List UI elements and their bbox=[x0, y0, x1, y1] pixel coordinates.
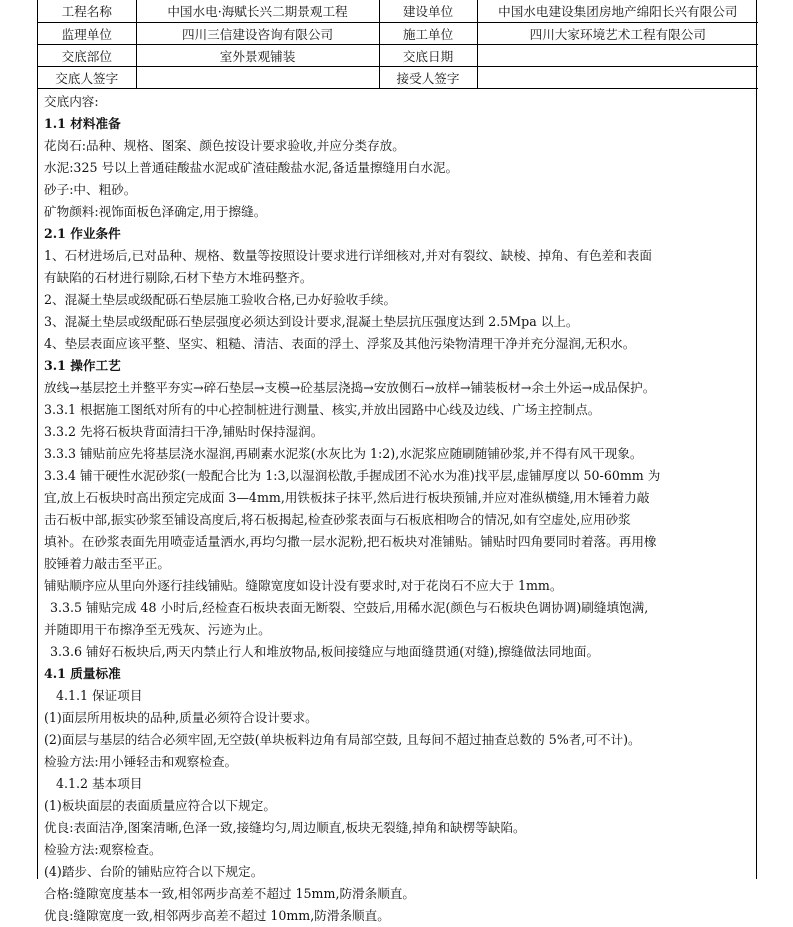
label-supervisor: 监理单位 bbox=[38, 22, 136, 44]
content-line: 1.1 材料准备 bbox=[44, 115, 121, 131]
content-line: 3.3.6 铺好石板块后,两天内禁止行人和堆放物品,板间接缝应与地面缝贯通(对缝),擦缝做法同地面。 bbox=[50, 643, 600, 659]
document-sheet bbox=[37, 0, 757, 923]
content-line: 3、混凝土垫层或级配砾石垫层强度必须达到设计要求,混凝土垫层抗压强度达到 2.5Mpa 以上。 bbox=[44, 313, 579, 329]
content-line: 3.3.4 铺干硬性水泥砂浆(一般配合比为 1:3,以湿润松散,手握成团不沁水为准)找平层,虚铺厚度以 50-60mm 为 bbox=[44, 467, 661, 483]
label-disclosure-date: 交底日期 bbox=[379, 44, 477, 66]
content-line: 花岗石:品种、规格、图案、颜色按设计要求验收,并应分类存放。 bbox=[44, 137, 405, 153]
value-receiver-signature bbox=[477, 66, 758, 88]
content-line: 3.3.5 铺贴完成 48 小时后,经检查石板块表面无断裂、空鼓后,用稀水泥(颜色与石板块色调协调)刷缝填饱满, bbox=[50, 599, 649, 615]
label-discloser-signature: 交底人签字 bbox=[38, 66, 136, 88]
content-line: 检验方法:用小锤轻击和观察检查。 bbox=[44, 753, 238, 769]
content-line: 矿物颜料:视饰面板色泽确定,用于擦缝。 bbox=[44, 203, 267, 219]
content-line: 并随即用干布擦净至无残灰、污迹为止。 bbox=[44, 621, 271, 637]
content-line: 1、石材进场后,已对品种、规格、数量等按照设计要求进行详细核对,并对有裂纹、缺棱、掉角、有色差和表面 bbox=[44, 247, 652, 263]
value-project-name: 中国水电·海赋长兴二期景观工程 bbox=[136, 0, 379, 22]
value-disclosure-part: 室外景观铺装 bbox=[136, 44, 379, 66]
header-row-disclosure bbox=[38, 44, 758, 66]
content-line: 2、混凝土垫层或级配砾石垫层施工验收合格,已办好验收手续。 bbox=[44, 291, 397, 307]
content-line: 4.1 质量标准 bbox=[44, 665, 121, 681]
content-line: 4.1.1 保证项目 bbox=[56, 687, 143, 703]
content-line: 4、垫层表面应该平整、坚实、粗糙、清洁、表面的浮土、浮浆及其他污染物清理干净并充分湿润,无积水。 bbox=[44, 335, 636, 351]
content-line: 填补。在砂浆表面先用喷壶适量洒水,再均匀撒一层水泥粉,把石板块对准铺贴。铺贴时四角要同时着落。再用橡 bbox=[44, 533, 657, 549]
content-line: 砂子:中、粗砂。 bbox=[44, 181, 137, 197]
header-row-supervision bbox=[38, 22, 758, 44]
content-line: 3.3.3 铺贴前应先将基层浇水湿润,再刷素水泥浆(水灰比为 1:2),水泥浆应随刷随铺砂浆,并不得有风干现象。 bbox=[44, 445, 643, 461]
content-line: 3.3.2 先将石板块背面清扫干净,铺贴时保持湿润。 bbox=[44, 423, 324, 439]
content-line: 合格:缝隙宽度基本一致,相邻两步高差不超过 15mm,防滑条顺直。 bbox=[44, 885, 416, 901]
header-row-project bbox=[38, 0, 758, 22]
content-line: 3.3.1 根据施工图纸对所有的中心控制桩进行测量、核实,并放出园路中心线及边线、广场主控制点。 bbox=[44, 401, 601, 417]
content-line: 检验方法:观察检查。 bbox=[44, 841, 162, 857]
value-contractor: 四川大家环境艺术工程有限公司 bbox=[477, 22, 758, 44]
content-line: 胶锤着力敲击至平正。 bbox=[44, 555, 170, 571]
content-line: 优良:表面洁净,图案清晰,色泽一致,接缝均匀,周边顺直,板块无裂缝,掉角和缺楞等缺陷。 bbox=[44, 819, 526, 835]
content-line: 优良:缝隙宽度一致,相邻两步高差不超过 10mm,防滑条顺直。 bbox=[44, 907, 390, 923]
value-client: 中国水电建设集团房地产绵阳长兴有限公司 bbox=[477, 0, 758, 22]
label-project-name: 工程名称 bbox=[38, 0, 136, 22]
label-contractor: 施工单位 bbox=[379, 22, 477, 44]
content-line: (4)踏步、台阶的铺贴应符合以下规定。 bbox=[44, 863, 264, 879]
content-line: 击石板中部,振实砂浆至铺设高度后,将石板揭起,检查砂浆表面与石板底相吻合的情况,如有空虚处,应用砂浆 bbox=[44, 511, 631, 527]
content-line: 2.1 作业条件 bbox=[44, 225, 121, 241]
content-line: (1)板块面层的表面质量应符合以下规定。 bbox=[44, 797, 276, 813]
content-line: (2)面层与基层的结合必须牢固,无空鼓(单块板料边角有局部空鼓, 且每间不超过抽查总数的 5%者,可不计)。 bbox=[44, 731, 641, 747]
value-disclosure-date bbox=[477, 44, 758, 66]
label-client: 建设单位 bbox=[379, 0, 477, 22]
header-table bbox=[38, 0, 758, 89]
value-supervisor: 四川三信建设咨询有限公司 bbox=[136, 22, 379, 44]
content-line: 交底内容: bbox=[44, 93, 99, 109]
header-row-signatures bbox=[38, 66, 758, 88]
content-line: 铺贴顺序应从里向外逐行挂线铺贴。缝隙宽度如设计没有要求时,对于花岗石不应大于 1mm。 bbox=[44, 577, 563, 593]
content-line: 3.1 操作工艺 bbox=[44, 357, 121, 373]
content-line: 有缺陷的石材进行剔除,石材下垫方木堆码整齐。 bbox=[44, 269, 313, 285]
content-line: (1)面层所用板块的品种,质量必须符合设计要求。 bbox=[44, 709, 318, 725]
disclosure-content bbox=[38, 89, 756, 927]
label-receiver-signature: 接受人签字 bbox=[379, 66, 477, 88]
content-line: 放线→基层挖土并整平夯实→碎石垫层→支模→砼基层浇捣→安放侧石→放样→铺装板材→余土外运→成品保护。 bbox=[44, 379, 656, 395]
content-line: 宜,放上石板块时高出预定完成面 3—4mm,用铁板抹子抹平,然后进行板块预铺,并应对准纵横缝,用木锤着力敲 bbox=[44, 489, 650, 505]
value-discloser-signature bbox=[136, 66, 379, 88]
content-line: 水泥:325 号以上普通硅酸盐水泥或矿渣硅酸盐水泥,备适量擦缝用白水泥。 bbox=[44, 159, 459, 175]
label-disclosure-part: 交底部位 bbox=[38, 44, 136, 66]
content-line: 4.1.2 基本项目 bbox=[56, 775, 143, 791]
